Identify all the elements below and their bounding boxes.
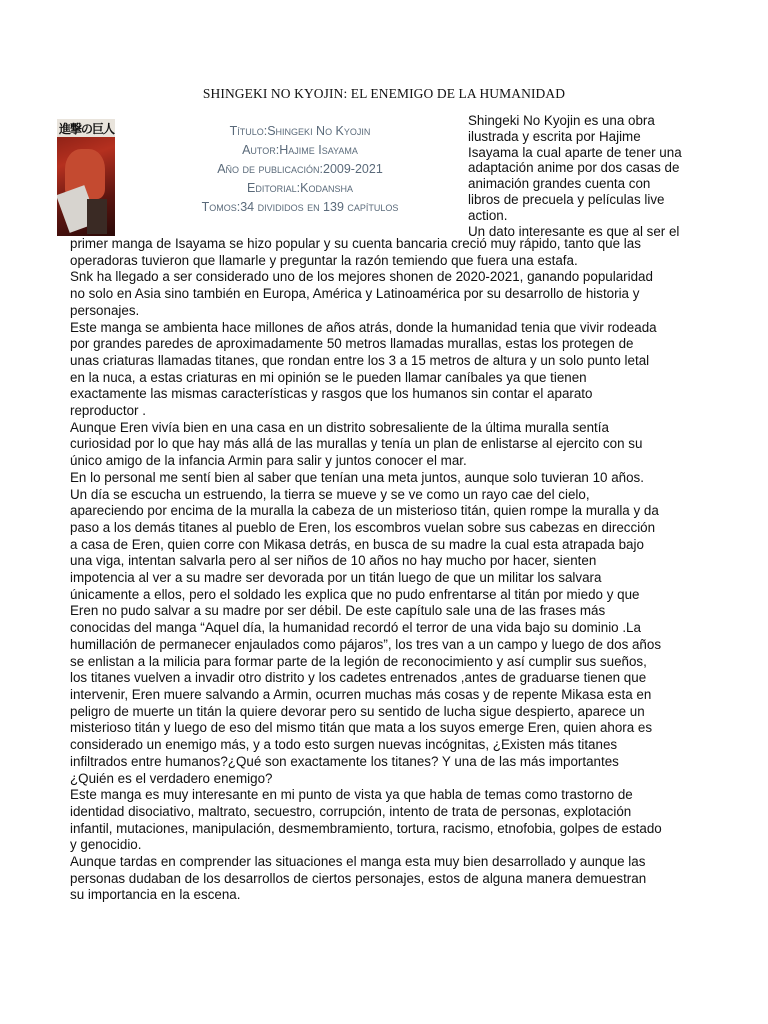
cover-logo-band [57, 119, 115, 137]
text-line: y genocidio. [70, 837, 142, 853]
text-line: misterioso titán y luego de eso del mismo titán que mata a los suyos emerge Eren, quien ahora es [70, 720, 653, 736]
meta-title: Título:Shingeki No Kyojin [229, 124, 371, 138]
cover-shadow-figure [87, 199, 107, 234]
text-line: Un día se escucha un estruendo, la tierra se mueve y se ve como un rayo cae del cielo, [70, 486, 590, 502]
text-line: animación grandes cuenta con [468, 176, 651, 192]
text-line: Eren no pudo salvar a su madre por ser débil. De este capítulo sale una de las frases más [70, 603, 606, 619]
text-line: no solo en Asia sino también en Europa, América y Latinoamérica por su desarrollo de historia y [70, 286, 640, 302]
text-line: libros de precuela y películas live [468, 191, 665, 207]
book-cover-image [57, 119, 115, 236]
text-line: único amigo de la infancia Armin para salir y juntos conocer el mar. [70, 453, 467, 469]
text-line: Aunque tardas en comprender las situaciones el manga esta muy bien desarrollado y aunque las [70, 854, 646, 870]
text-line: peligro de muerte un titán la quiere devorar pero su sentido de lucha sigue despierto, aparece un [70, 703, 645, 719]
text-line: humillación de permanecer enjaulados como pájaros”, los tres van a un campo y luego de dos años [70, 636, 662, 652]
text-line: operadoras tuvieron que llamarle y preguntar la razón temiendo que fuera una estafa. [70, 252, 578, 268]
document-title: SHINGEKI NO KYOJIN: EL ENEMIGO DE LA HUMANIDAD [202, 86, 566, 101]
text-line: En lo personal me sentí bien al saber que tenían una meta juntos, aunque solo tuvieran 10 años. [70, 469, 644, 485]
text-line: infiltrados entre humanos?¿Qué son exactamente los titanes? Y una de las más importantes [70, 753, 619, 769]
text-line: action. [468, 207, 508, 223]
text-line: se enlistan a la milicia para formar parte de la legión de reconocimiento y así cumplir sus sueños, [70, 653, 647, 669]
text-line: Shingeki No Kyojin es una obra [468, 113, 655, 128]
text-line: los titanes vuelven a invadir otro distrito y los cadetes entrenados ,antes de graduarse tienen que [70, 670, 647, 686]
book-metadata [170, 122, 430, 217]
meta-author: Autor:Hajime Isayama [242, 143, 358, 157]
text-line: ilustrada y escrita por Hajime [468, 128, 641, 144]
text-line: apareciendo por encima de la muralla la cabeza de un misterioso titán, quien rompe la muralla y da [70, 503, 659, 519]
text-line: únicamente a ellos, pero el soldado les explica que no pudo enfrentarse al titán por miedo y que [70, 586, 640, 602]
text-line: Snk ha llegado a ser considerado uno de los mejores shonen de 2020-2021, ganando popularidad [70, 269, 653, 285]
text-line: primer manga de Isayama se hizo popular y su cuenta bancaria creció muy rápido, tanto que las [70, 236, 641, 251]
text-line: a casa de Eren, quien corre con Mikasa detrás, en busca de su madre la cual esta atrapada bajo [70, 536, 644, 552]
text-line: intervenir, Eren muere salvando a Armin, ocurren muchas más cosas y de repente Mikasa esta en [70, 686, 652, 702]
text-line: curiosidad por lo que hay más allá de las murallas y tenía un plan de enlistarse al ejercito con su [70, 436, 643, 452]
text-line: personas dudaban de los desarrollos de ciertos personajes, estos de alguna manera demuestran [70, 870, 647, 886]
text-line: ¿Quién es el verdadero enemigo? [70, 770, 273, 786]
text-line: personajes. [70, 302, 140, 318]
text-line: reproductor . [70, 403, 146, 419]
meta-volumes: Tomos:34 divididos en 139 capítulos [201, 200, 399, 214]
text-line: Aunque Eren vivía bien en una casa en un distrito sobresaliente de la última muralla sentía [70, 419, 609, 435]
text-line: Isayama la cual aparte de tener una [468, 144, 682, 160]
text-line: por grandes paredes de aproximadamente 50 metros llamadas murallas, estas los protegen de [70, 336, 634, 352]
text-line: considerado un enemigo más, y a todo esto surgen nuevas incógnitas, ¿Existen más titanes [70, 737, 618, 753]
text-line: Este manga es muy interesante en mi punto de vista ya que habla de temas como trastorno de [70, 787, 633, 803]
text-line: conocidas del manga “Aquel día, la humanidad recordó el terror de una vida bajo su dominio .La [70, 620, 641, 636]
body-text [70, 236, 720, 904]
text-line: impotencia al ver a su madre ser devorada por un titán luego de que un militar los salvara [70, 570, 602, 586]
text-line: una viga, intentan salvarla pero al ser niños de 10 años no hay mucho por hacer, sienten [70, 553, 597, 569]
meta-publisher: Editorial:Kodansha [247, 181, 353, 195]
cover-logo: 進撃の巨人 [59, 122, 115, 136]
text-line: Un dato interesante es que al ser el [468, 223, 680, 239]
text-line: en la nuca, a estas criaturas en mi opinión se le pueden llamar caníbales ya que tienen [70, 369, 587, 385]
text-line: exactamente las mismas características y rasgos que los humanos sin contar el aparato [70, 386, 593, 402]
text-line: infantil, mutaciones, manipulación, desmembramiento, tortura, racismo, etnofobia, golpes de estado [70, 820, 662, 836]
meta-year: Año de publicación:2009-2021 [217, 162, 383, 176]
text-line: unas criaturas llamadas titanes, que rondan entre los 3 a 15 metros de altura y un solo punto letal [70, 352, 650, 368]
text-line: paso a los demás titanes al pueblo de Eren, los escombros vuelan sobre sus cabezas en dirección [70, 519, 656, 535]
text-line: identidad disociativo, maltrato, secuestro, corrupción, intento de trata de personas, explotación [70, 803, 632, 819]
text-line: Este manga se ambienta hace millones de años atrás, donde la humanidad tenia que vivir rodeada [70, 319, 657, 335]
text-line: adaptación anime por dos casas de [468, 160, 680, 176]
intro-side-paragraph [468, 113, 718, 239]
text-line: su importancia en la escena. [70, 887, 241, 903]
